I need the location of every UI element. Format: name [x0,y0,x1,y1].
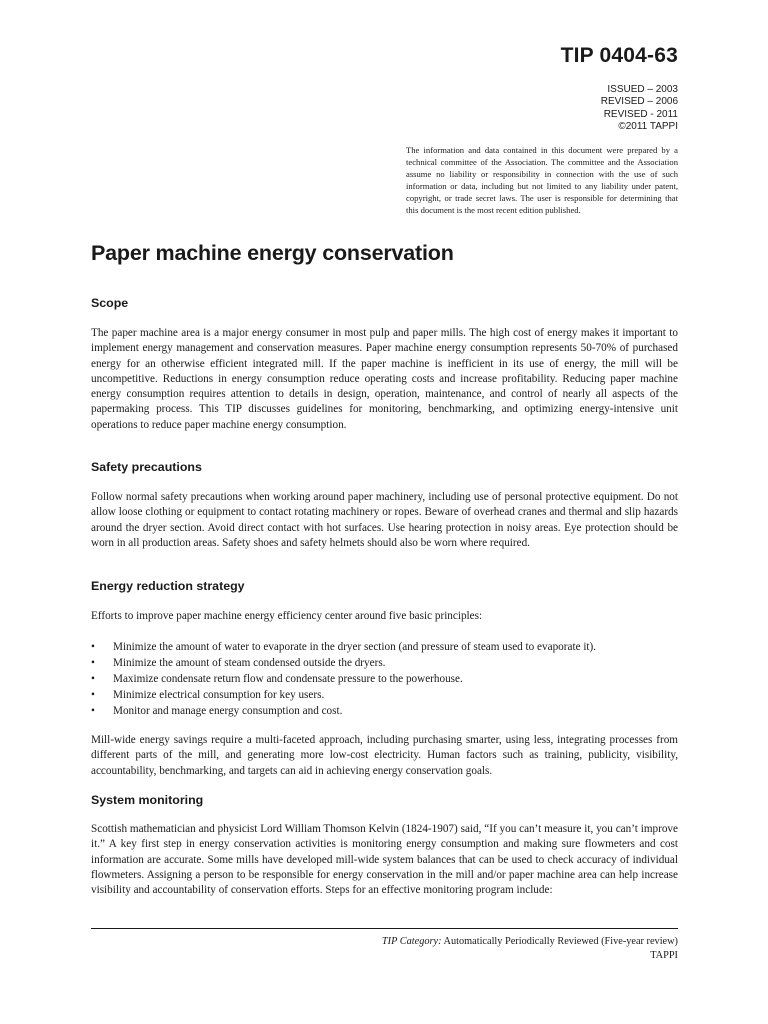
list-item [91,688,678,704]
bullet-icon: • [91,656,95,669]
list-item [91,640,678,656]
bullet-icon: • [91,672,95,685]
bullet-icon: • [91,688,95,701]
strategy-heading: Energy reduction strategy [91,579,245,593]
strategy-intro: Efforts to improve paper machine energy efficiency center around five basic principles: [91,610,483,622]
list-item [91,672,678,688]
list-item-text: Minimize electrical consumption for key users. [113,688,325,701]
principles-list [91,640,678,720]
list-item-text: Maximize condensate return flow and condensate pressure to the powerhouse. [113,672,463,685]
scope-heading: Scope [91,296,129,310]
list-item [91,656,678,672]
strategy-closing-paragraph: Mill-wide energy savings require a multi-faceted approach, including purchasing smarter, using less, integrating processes from different parts of the mill, and generating more low-cost electricity. Human factors such as training, publicity, visibility, accountability, benchmarking, and targets can aid in achieving energy conservation goals. [91,734,678,777]
issued-date: ISSUED – 2003 [607,84,678,95]
bullet-icon: • [91,704,95,717]
safety-heading: Safety precautions [91,460,202,474]
revision-history [601,84,678,134]
list-item-text: Minimize the amount of water to evaporate in the dryer section (and pressure of steam used to evaporate it). [113,641,597,653]
list-item-text: Monitor and manage energy consumption and cost. [113,704,343,717]
safety-paragraph: Follow normal safety precautions when working around paper machinery, including use of personal protective equipment. Do not allow loose clothing or equipment to contact rotating machinery or ropes. Beware of overhead cranes and thermal and slip hazards around the dryer section. Avoid direct contact with hot surfaces. Use hearing protection in noisy areas. Eye protection should be worn in all production areas. Safety shoes and safety helmets should also be worn where required. [91,491,678,549]
bullet-icon: • [91,641,95,653]
page-footer [382,935,678,963]
publisher: TAPPI [650,950,678,962]
document-title: Paper machine energy conservation [91,241,454,265]
revised-date: REVISED - 2011 [603,108,678,120]
tip-category-value: Automatically Periodically Reviewed (Five-year review) [443,936,678,947]
copyright-notice: ©2011 TAPPI [618,121,678,133]
list-item [91,704,678,720]
document-number: TIP 0404-63 [560,44,678,67]
monitoring-heading: System monitoring [91,793,204,807]
list-item-text: Minimize the amount of steam condensed outside the dryers. [113,656,386,669]
tip-category-label: TIP Category: [381,936,442,947]
footer-divider [91,928,678,929]
revised-date: REVISED – 2006 [600,96,678,108]
monitoring-paragraph: Scottish mathematician and physicist Lord William Thomson Kelvin (1824-1907) said, “If you can’t measure it, you can’t improve it.” A key first step in energy conservation activities is monitoring energy consumption and making sure flowmeters and cost information are accurate. Some mills have developed mill-wide system balances that can be used to check accuracy of individual flowmeters. Assigning a person to be responsible for energy conservation in the mill and/or paper machine area can help increase visibility and accountability of conservation efforts. Steps for an effective monitoring program include: [91,823,678,897]
disclaimer: The information and data contained in this document were prepared by a technical committee of the Association. The committee and the Association assume no liability or responsibility in connection with the use of such information or data, including but not limited to any liability under patent, copyright, or trade secret laws. The user is responsible for determining that this document is the most recent edition published. [406,145,678,216]
scope-paragraph: The paper machine area is a major energy consumer in most pulp and paper mills. The high cost of energy makes it important to implement energy management and conservation measures. Paper machine energy consumption represents 50-70% of purchased energy for an otherwise efficient integrated mill. If the paper machine is inefficient in its use of energy, the mill will be uncompetitive. Reductions in energy consumption reduce operating costs and increase profitability. Reducing paper machine energy consumption requires attention to details in design, operation, maintenance, and control of nearly all aspects of the papermaking process. This TIP discusses guidelines for monitoring, benchmarking, and optimizing energy-intensive unit operations to reduce paper machine energy consumption. [91,327,678,431]
tip-category [382,935,678,949]
